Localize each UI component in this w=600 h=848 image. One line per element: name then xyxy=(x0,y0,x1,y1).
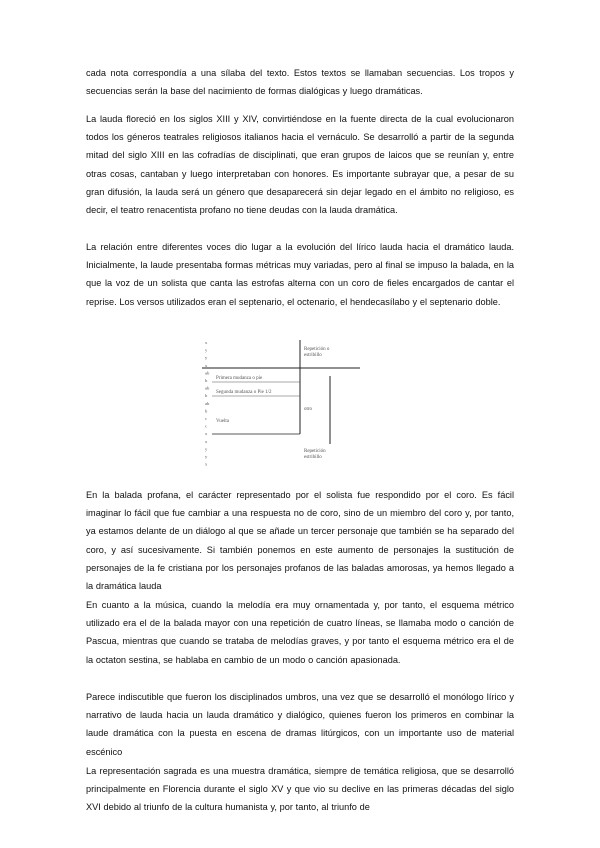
scheme-letter: x xyxy=(205,431,208,437)
diagram-letter-column xyxy=(205,340,210,467)
scheme-letter: b xyxy=(205,408,208,414)
diagram-svg xyxy=(200,336,368,472)
scheme-letter: ab xyxy=(205,400,210,406)
label-otro: otro xyxy=(304,407,313,412)
scheme-letter: x xyxy=(205,438,208,444)
paragraph-7: La representación sagrada es una muestra dramática, siempre de temática religiosa, que se desarrolló principalmente en Florencia durante el siglo XV y que vio su declive en las primeras décadas del siglo XVI debido al triunfo de la cultura humanista y, por tanto, al triunfo de xyxy=(86,766,514,813)
label-vuelta: Vuelta xyxy=(216,419,230,424)
scheme-letter: ab xyxy=(205,370,210,376)
scheme-letter: x xyxy=(205,362,208,368)
scheme-letter: ab xyxy=(205,385,210,391)
scheme-letter: y xyxy=(205,446,208,452)
scheme-letter: y xyxy=(205,454,208,459)
scheme-letter: y xyxy=(205,347,208,353)
label-segunda-mudanza: Segunda mudanza o Pie 1/2 xyxy=(216,390,272,395)
scheme-letter: x xyxy=(205,340,208,345)
paragraph-6: Parece indiscutible que fueron los disciplinados umbros, una vez que se desarrolló el monólogo lírico y narrativo de lauda hacia un lauda dramático y dialógico, quienes fueron los primeros en combinar la laude dramática con la puesta en escena de dramas litúrgicos, con un importante uso de material escénico xyxy=(86,692,514,757)
scheme-letter: c xyxy=(205,423,208,429)
scheme-letter: x xyxy=(205,461,208,467)
scheme-letter: b xyxy=(205,393,208,399)
paragraph-3: La relación entre diferentes voces dio lugar a la evolución del lírico lauda hacia el dramático lauda. Inicialmente, la laude presentaba formas métricas muy variadas, pero al final se impuso la balada, en la que la voz de un solista que canta las estrofas alterna con un coro de fieles encargados de cantar el reprise. Los versos utilizados eran el septenario, el octenario, el hendecasílabo y el septenario doble. xyxy=(86,242,514,307)
label-repeticion-bottom-1: Repetición xyxy=(304,449,326,454)
label-repeticion-1: Repetición o xyxy=(304,347,330,352)
paragraph-5: En cuanto a la música, cuando la melodía era muy ornamentada y, por tanto, el esquema métrico utilizado era el de la balada mayor con una repetición de cuatro líneas, se llamaba modo o canción de Pascua, mientras que cuando se trataba de melodías graves, y por tanto el esquema métrico era el de la octaton sestina, se hablaba en cambio de un modo o canción apasionada. xyxy=(86,600,514,665)
ballad-scheme-diagram xyxy=(200,336,368,472)
scheme-letter: y xyxy=(205,355,208,361)
label-repeticion-bottom-2: estribillo xyxy=(304,455,322,460)
scheme-letter: c xyxy=(205,416,208,421)
paragraph-2: La lauda floreció en los siglos XIII y XIV, convirtiéndose en la fuente directa de la cual evolucionaron todos los géneros teatrales religiosos italianos hacia el vernáculo. Se desarrolló a partir de la segunda mitad del siglo XIII en las cofradías de disciplinati, que eran grupos de laicos que se reunían y, entre otras cosas, cantaban y luego interpretaban con honores. Es importante subrayar que, a pesar de su gran difusión, la lauda será un género que desaparecerá sin dejar legado en el ámbito no religioso, es decir, el teatro renacentista profano no tiene deudas con la lauda dramática. xyxy=(86,114,514,216)
paragraph-1: cada nota correspondía a una sílaba del texto. Estos textos se llamaban secuencias. Los tropos y secuencias serán la base del nacimiento de formas dialógicas y luego dramáticas. xyxy=(86,68,514,97)
label-repeticion-2: estribillo xyxy=(304,353,322,358)
scheme-letter: b xyxy=(205,378,208,383)
label-primera-mudanza: Primera mudanza o pie xyxy=(216,376,263,381)
paragraph-4: En la balada profana, el carácter representado por el solista fue respondido por el coro. Es fácil imaginar lo fácil que fue cambiar a una respuesta no de coro, sino de un miembro del coro y, por tanto, ya estamos delante de un diálogo al que se añade un tercer personaje que también se ha separado del coro, y así sucesivamente. Si también ponemos en este aumento de personajes la sustitución de personajes de la fe cristiana por los personajes profanos de las baladas amorosas, ya hemos llegado a la dramática lauda xyxy=(86,490,514,592)
